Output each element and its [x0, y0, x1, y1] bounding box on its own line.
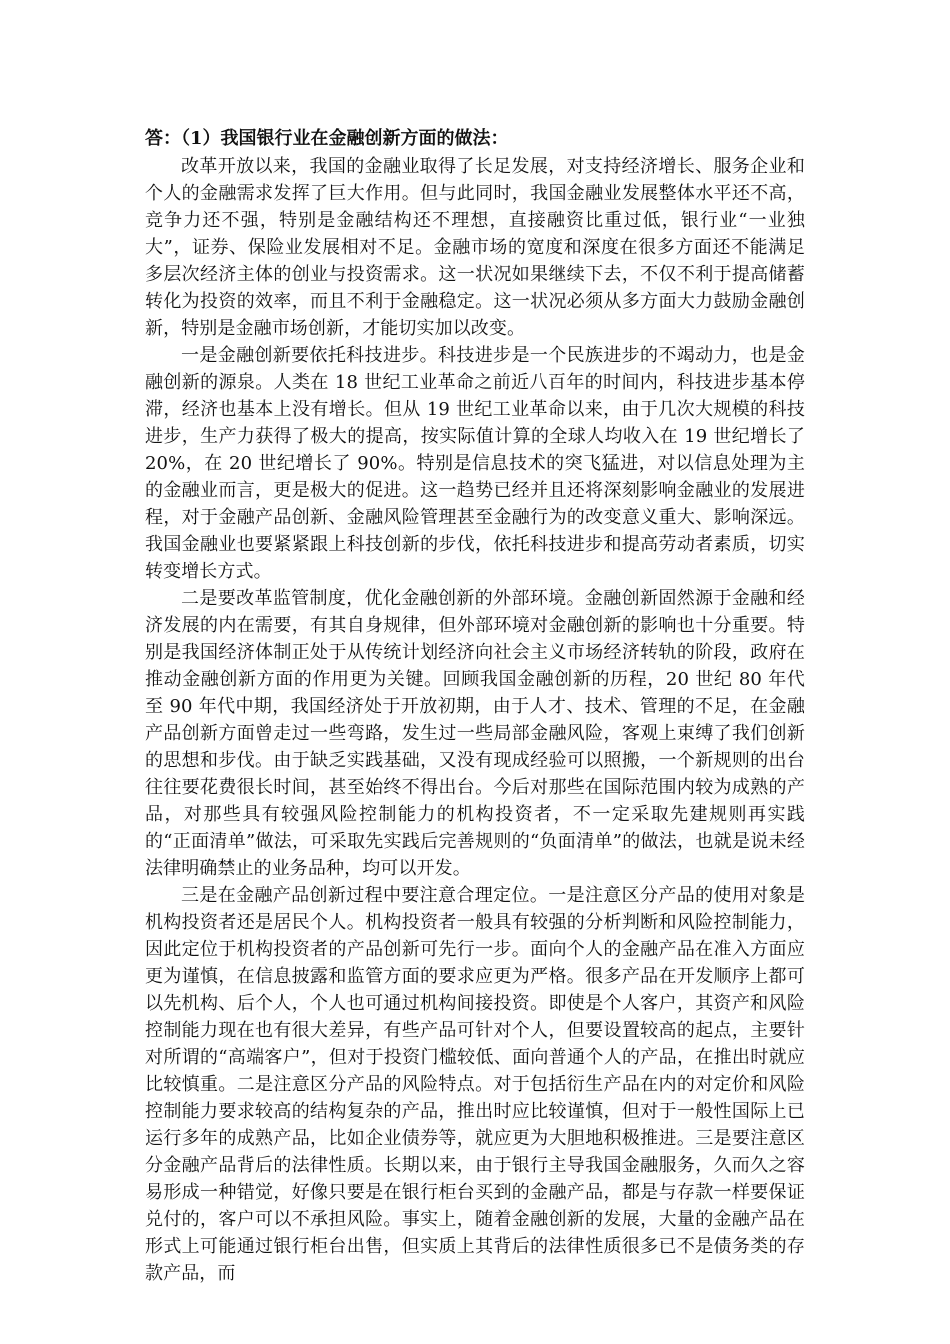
- paragraph-2: 一是金融创新要依托科技进步。科技进步是一个民族进步的不竭动力，也是金融创新的源泉。人类在 18 世纪工业革命之前近八百年的时间内，科技进步基本停滞，经济也基本上没有增长。但从 19 世纪工业革命以来，由于几次大规模的科技进步，生产力获得了极大的提高，按实际值计算的全球人均收入在 19 世纪增长了 20%，在 20 世纪增长了 90%。特别是信息技术的突飞猛进，对以信息处理为主的金融业而言，更是极大的促进。这一趋势已经并且还将深刻影响金融业的发展进程，对于金融产品创新、金融风险管理甚至金融行为的改变意义重大、影响深远。我国金融业也要紧紧跟上科技创新的步伐，依托科技进步和提高劳动者素质，切实转变增长方式。: [145, 345, 805, 582]
- answer-heading: 答：（1）我国银行业在金融创新方面的做法：: [145, 128, 509, 149]
- document-page: [145, 125, 805, 1287]
- paragraph-1: 改革开放以来，我国的金融业取得了长足发展，对支持经济增长、服务企业和个人的金融需求发挥了巨大作用。但与此同时，我国金融业发展整体水平还不高，竞争力还不强，特别是金融结构还不理想，直接融资比重过低，银行业“一业独大”，证券、保险业发展相对不足。金融市场的宽度和深度在很多方面还不能满足多层次经济主体的创业与投资需求。这一状况如果继续下去，不仅不利于提高储蓄转化为投资的效率，而且不利于金融稳定。这一状况必须从多方面大力鼓励金融创新，特别是金融市场创新，才能切实加以改变。: [145, 156, 805, 339]
- paragraph-4: 三是在金融产品创新过程中要注意合理定位。一是注意区分产品的使用对象是机构投资者还是居民个人。机构投资者一般具有较强的分析判断和风险控制能力，因此定位于机构投资者的产品创新可先行一步。面向个人的金融产品在准入方面应更为谨慎，在信息披露和监管方面的要求应更为严格。很多产品在开发顺序上都可以先机构、后个人，个人也可通过机构间接投资。即使是个人客户，其资产和风险控制能力现在也有很大差异，有些产品可针对个人，但要设置较高的起点，主要针对所谓的“高端客户”，但对于投资门槛较低、面向普通个人的产品，在推出时就应比较慎重。二是注意区分产品的风险特点。对于包括衍生产品在内的对定价和风险控制能力要求较高的结构复杂的产品，推出时应比较谨慎，但对于一般性国际上已运行多年的成熟产品，比如企业债券等，就应更为大胆地积极推进。三是要注意区分金融产品背后的法律性质。长期以来，由于银行主导我国金融服务，久而久之容易形成一种错觉，好像只要是在银行柜台买到的金融产品，都是与存款一样要保证兑付的，客户可以不承担风险。事实上，随着金融创新的发展，大量的金融产品在形式上可能通过银行柜台出售，但实质上其背后的法律性质很多已不是债务类的存款产品，而: [145, 885, 805, 1284]
- paragraph-3: 二是要改革监管制度，优化金融创新的外部环境。金融创新固然源于金融和经济发展的内在需要，有其自身规律，但外部环境对金融创新的影响也十分重要。特别是我国经济体制正处于从传统计划经济向社会主义市场经济转轨的阶段，政府在推动金融创新方面的作用更为关键。回顾我国金融创新的历程，20 世纪 80 年代至 90 年代中期，我国经济处于开放初期，由于人才、技术、管理的不足，在金融产品创新方面曾走过一些弯路，发生过一些局部金融风险，客观上束缚了我们创新的思想和步伐。由于缺乏实践基础，又没有现成经验可以照搬，一个新规则的出台往往要花费很长时间，甚至始终不得出台。今后对那些在国际范围内较为成熟的产品，对那些具有较强风险控制能力的机构投资者，不一定采取先建规则再实践的“正面清单”做法，可采取先实践后完善规则的“负面清单”的做法，也就是说未经法律明确禁止的业务品种，均可以开发。: [145, 588, 805, 879]
